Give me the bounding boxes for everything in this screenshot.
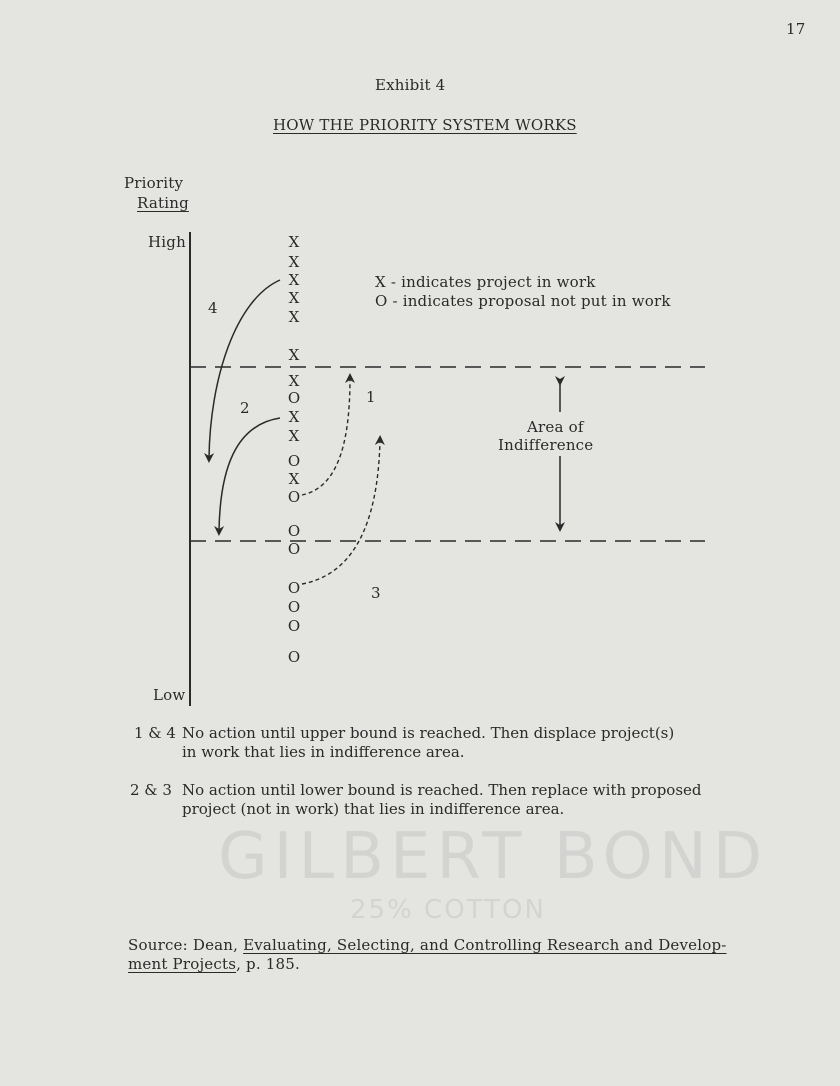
project-in-work-mark: X — [288, 346, 300, 364]
proposal-not-in-work-mark: O — [287, 598, 301, 616]
proposal-not-in-work-mark: O — [287, 579, 301, 597]
source-line-2 — [128, 955, 300, 973]
project-in-work-mark: X — [288, 308, 300, 326]
axis-low-label: Low — [153, 686, 186, 704]
axis-label-priority: Priority — [124, 174, 184, 192]
source-prefix: Source: Dean, — [128, 936, 244, 954]
exhibit-title: HOW THE PRIORITY SYSTEM WORKS — [273, 116, 577, 134]
paper-watermark-sub: 25% COTTON — [350, 895, 546, 925]
note-2-line-2: project (not in work) that lies in indifference area. — [182, 800, 565, 818]
project-in-work-mark: X — [288, 470, 300, 488]
axis-label-rating: Rating — [137, 194, 189, 212]
legend-o: O - indicates proposal not put in work — [375, 292, 671, 310]
source-suffix: , p. 185. — [236, 955, 300, 973]
arrow-label-4: 3 — [371, 584, 381, 602]
proposal-not-in-work-mark: O — [287, 452, 301, 470]
project-in-work-mark: X — [288, 253, 300, 271]
note-1-number: 1 & 4 — [134, 724, 176, 742]
proposal-not-in-work-mark: O — [287, 617, 301, 635]
project-in-work-mark: X — [288, 271, 300, 289]
note-2-number: 2 & 3 — [130, 781, 172, 799]
exhibit-label: Exhibit 4 — [375, 76, 446, 94]
project-in-work-mark: X — [288, 408, 300, 426]
arrow-3 — [209, 280, 280, 458]
proposal-not-in-work-mark: O — [287, 540, 301, 558]
proposal-not-in-work-mark: O — [287, 522, 301, 540]
arrow-label-1: 1 — [366, 388, 376, 406]
arrow-4 — [302, 440, 380, 584]
page-number: 17 — [786, 20, 806, 38]
indifference-label-2: Indifference — [498, 436, 594, 454]
arrow-2 — [219, 418, 280, 531]
proposal-not-in-work-mark: O — [287, 488, 301, 506]
project-in-work-mark: X — [288, 427, 300, 445]
note-1-line-1: No action until upper bound is reached. Then displace project(s) — [182, 724, 675, 742]
note-1-line-2: in work that lies in indifference area. — [182, 743, 465, 761]
note-2-line-1: No action until lower bound is reached. Then replace with proposed — [182, 781, 702, 799]
paper-watermark: GILBERT BOND — [218, 820, 769, 894]
axis-high-label: High — [148, 233, 186, 251]
arrow-1 — [302, 378, 350, 495]
source-title-2: ment Projects — [128, 955, 237, 973]
source-title-1: Evaluating, Selecting, and Controlling Research and Develop- — [243, 936, 727, 954]
project-in-work-mark: X — [288, 372, 300, 390]
project-in-work-mark: X — [288, 289, 300, 307]
source-line-1 — [128, 936, 727, 954]
arrow-label-3: 4 — [208, 299, 218, 317]
project-column — [288, 233, 300, 666]
indifference-label-1: Area of — [527, 418, 584, 436]
proposal-not-in-work-mark: O — [287, 648, 301, 666]
project-in-work-mark: X — [288, 233, 300, 251]
arrow-label-2: 2 — [240, 399, 250, 417]
legend-x: X - indicates project in work — [375, 273, 596, 291]
proposal-not-in-work-mark: O — [287, 389, 301, 407]
